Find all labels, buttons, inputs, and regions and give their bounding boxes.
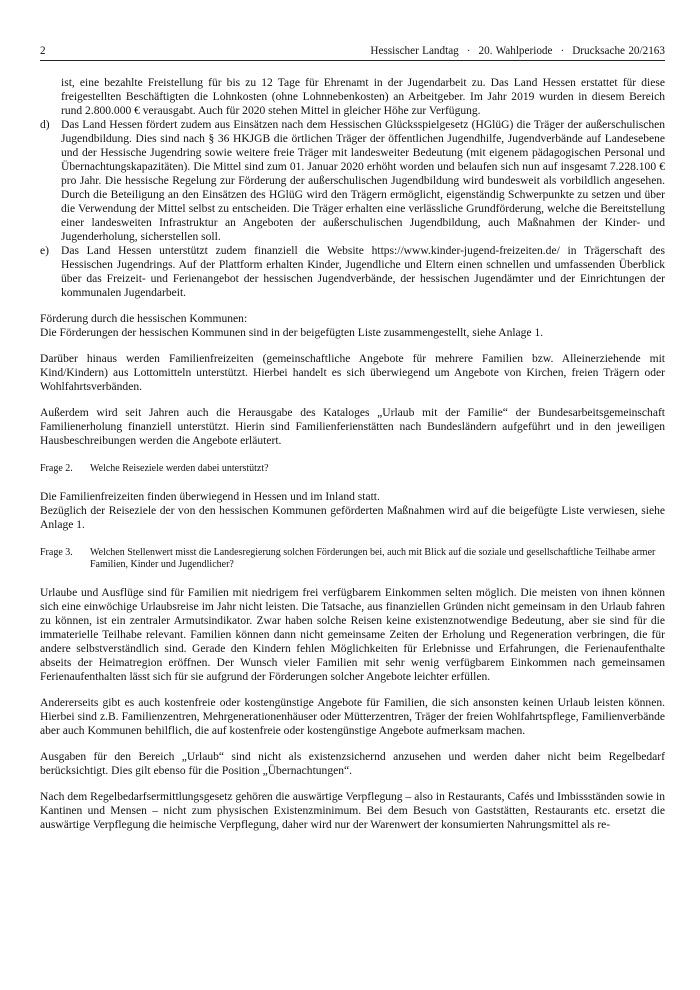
family-leisure-paragraph: Darüber hinaus werden Familienfreizeiten (gemeinschaftliche Angebote für mehrere Familien bzw. Alleinerziehende mit Kind/Kindern) aus Lottomitteln unterstützt. Hierbei handelt es sich überwiegend um Angebote von Kirchen, freien Trägern oder Wohlfahrtsverbänden. xyxy=(40,353,665,393)
list-item-label: d) xyxy=(40,119,50,131)
question-label: Frage 2. xyxy=(40,463,73,474)
continuation-paragraph: ist, eine bezahlte Freistellung für bis zu 12 Tage für Ehrenamt in der Jugendarbeit zu. Das Land Hessen erstattet für diese freigestellten Beschäftigten die Lohnkosten (ohne Lohnnebenkosten) an Arbeitgeber. Im Jahr 2019 wurden in diesem Bereich rund 2.800.000 € verausgabt. Auch für 2020 stehen Mittel in gleicher Höhe zur Verfügung. xyxy=(61,77,665,117)
page-header xyxy=(40,44,665,61)
header-separator: · xyxy=(560,45,565,57)
header-info xyxy=(370,44,665,58)
answer-3-paragraph-2: Andererseits gibt es auch kostenfreie oder kostengünstige Angebote für Familien, die sich ansonsten keinen Urlaub leisten können. Hierbei sind z.B. Familienzentren, Mehrgenerationenhäuser oder Mütterzentren, Träger der freien Wohlfahrtspflege, Familienverbände aber auch Kommunen behilflich, die auf kostenfreie oder kostengünstige Angebote aufmerksam machen. xyxy=(40,696,665,737)
answer-3-paragraph-1: Urlaube und Ausflüge sind für Familien mit niedrigem frei verfügbarem Einkommen selten möglich. Die meisten von ihnen können sich eine einwöchige Urlaubsreise im Jahr nicht leisten. Die Tatsache, aus finanziellen Gründen nicht gemeinsam in den Urlaub fahren zu können, ist ein zentraler Armutsindikator. Zwar haben solche Reisen keine existenznotwendige Bedeutung, aber sie sind für die immaterielle Teilhabe relevant. Familien können dann nicht gemeinsame Zeiten der Erholung und Regeneration verbringen, die für andere selbstverständlich sind. Gerade den Kindern fehlen Möglichkeiten für Erlebnisse und Erfahrungen, die Ferienaufenthalte abseits der Heimatregion eröffnen. Der Wunsch vieler Familien mit sehr wenig verfügbarem Einkommen nach gemeinsamen Ferienaufenthalten lässt sich für sie aufgrund der Förderungen solcher Angebote leichter erfüllen. xyxy=(40,586,665,683)
page-number: 2 xyxy=(40,45,46,57)
header-period: 20. Wahlperiode xyxy=(478,45,553,57)
document-body xyxy=(40,76,665,832)
header-publisher: Hessischer Landtag xyxy=(370,45,459,57)
answer-2-line-2: Bezüglich der Reiseziele der von den hessischen Kommunen geförderten Maßnahmen wird auf die beigefügte Liste verwiesen, siehe Anlage 1. xyxy=(40,504,665,531)
communes-paragraph: Die Förderungen der hessischen Kommunen sind in der beigefügten Liste zusammengestellt, siehe Anlage 1. xyxy=(40,327,544,339)
list-item xyxy=(40,244,665,300)
question-label: Frage 3. xyxy=(40,546,73,558)
answer-3-paragraph-4: Nach dem Regelbedarfsermittlungsgesetz gehören die auswärtige Verpflegung – also in Restaurants, Cafés und Imbissständen sowie in Kantinen und Mensen – nicht zum physischen Existenzminimum. Bei dem Besuch von Gaststätten, Restaurants etc. ersetzt die auswärtige Verpflegung die heimische Verpflegung, daher wird nur der Warenwert der konsumierten Nahrungsmittel als re- xyxy=(40,790,665,831)
catalog-paragraph: Außerdem wird seit Jahren auch die Herausgabe des Kataloges „Urlaub mit der Familie“ der Bundesarbeitsgemeinschaft Familienerholung finanziell unterstützt. Hierin sind Familienferienstätten nach Bundesländern aufgeführt und in den jeweiligen Hausbeschreibungen werden die Angebote erläutert. xyxy=(40,407,665,447)
list-item xyxy=(40,118,665,244)
header-document-number: Drucksache 20/2163 xyxy=(572,45,665,57)
answer-2-line-1: Die Familienfreizeiten finden überwiegend in Hessen und im Inland statt. xyxy=(40,490,380,503)
question-text: Welchen Stellenwert misst die Landesregierung solchen Förderungen bei, auch mit Blick auf die soziale und gesellschaftliche Teilhabe armer Familien, Kinder und Jugendlicher? xyxy=(90,546,656,570)
list-item-text: Das Land Hessen unterstützt zudem finanziell die Website https://www.kinder-jugend-freizeiten.de/ in Trägerschaft des Hessischen Jugendrings. Auf der Plattform erhalten Kinder, Jugendliche und Eltern einen schnellen und umfassenden Überblick über das Freizeit- und Ferienangebot der hessischen Jugendverbände, der hessischen Jugendämter und der Einrichtungen der kommunalen Jugendarbeit. xyxy=(61,245,665,299)
answer-3-paragraph-3: Ausgaben für den Bereich „Urlaub“ sind nicht als existenzsichernd anzusehen und werden daher nicht beim Regelbedarf berücksichtigt. Dies gilt ebenso für die Position „Übernachtungen“. xyxy=(40,750,665,777)
list-item-text: Das Land Hessen fördert zudem aus Einsätzen nach dem Hessischen Glücksspielgesetz (HGlüG) die Träger der außerschulischen Jugendbildung. Dies sind nach § 36 HKJGB die örtlichen Träger der öffentlichen Jugendhilfe, Jugendverbände auf Landesebene und der Hessische Jugendring sowie weitere freie Träger mit landesweiter Bedeutung (mit eigenem pädagogischen Personal und Übernachtungskapazitäten). Die Mittel sind zum 01. Januar 2020 erhöht worden und belaufen sich nun auf insgesamt 7.228.100 € pro Jahr. Die hessische Regelung zur Förderung der außerschulischen Jugendbildung wird bundesweit als vorbildlich angesehen. Durch die Beteiligung an den Einsätzen des HGlüG wird den Trägern ermöglicht, eigenständig Schwerpunkte zu setzen und über die Verwendung der Mittel selbst zu entscheiden. Die Träger erhalten eine verlässliche Grundförderung, welche die Bereitstellung einer landesweiten Infrastruktur an Angeboten der außerschulischen Jugendbildung, auch Maßnahmen der Kinder- und Jugenderholung, sicherstellen soll. xyxy=(61,119,665,243)
question-3 xyxy=(40,547,665,572)
list-item-label: e) xyxy=(40,245,49,257)
header-separator: · xyxy=(466,45,471,57)
question-text: Welche Reiseziele werden dabei unterstützt? xyxy=(90,463,269,474)
question-2 xyxy=(40,463,665,476)
communes-heading: Förderung durch die hessischen Kommunen: xyxy=(40,313,248,325)
